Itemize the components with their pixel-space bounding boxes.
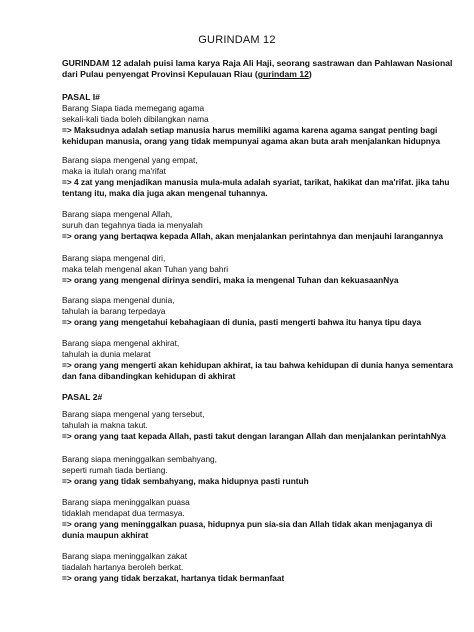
verse-line: tahulah ia dunia melarat bbox=[62, 349, 151, 359]
verse-line: maka ia itulah orang ma'rifat bbox=[62, 166, 166, 176]
verse-line: tahulah ia barang terpedaya bbox=[62, 306, 166, 316]
verse-line: Barang siapa meninggalkan puasa bbox=[62, 497, 190, 507]
pasal-1-stanza-3 bbox=[62, 209, 454, 242]
intro-paragraph bbox=[62, 58, 454, 80]
pasal-1-stanza-2 bbox=[62, 155, 454, 199]
verse-explanation: => 4 zat yang menjadikan manusia mula-mula adalah syariat, tarikat, hakikat dan ma'rifat. jika tahu tentang itu, maka dia juga akan mengenal tuhannya. bbox=[62, 177, 450, 198]
pasal-2-stanza-4 bbox=[62, 551, 454, 584]
verse-explanation: => orang yang mengerti akan kehidupan akhirat, ia tau bahwa kehidupan di dunia hanya sementara dan fana dibandingkan kehidupan di akhirat bbox=[62, 360, 453, 381]
verse-explanation: => orang yang meninggalkan puasa, hidupnya pun sia-sia dan Allah tidak akan menjaganya di dunia maupun akhirat bbox=[62, 519, 433, 540]
verse-line: Barang siapa mengenal akhirat, bbox=[62, 338, 180, 348]
intro-close: ) bbox=[308, 69, 312, 79]
verse-line: Barang siapa meninggalkan zakat bbox=[62, 551, 187, 561]
pasal-1-stanza-5 bbox=[62, 295, 454, 328]
verse-line: Barang siapa meninggalkan sembahyang, bbox=[62, 454, 217, 464]
verse-line: sekali-kali tiada boleh dibilangkan nama bbox=[62, 114, 209, 124]
verse-explanation: => orang yang bertaqwa kepada Allah, akan menjalankan perintahnya dan menjauhi larangannya bbox=[62, 231, 444, 241]
pasal-2-stanza-2 bbox=[62, 454, 454, 487]
pasal-1-stanza-4 bbox=[62, 253, 454, 286]
intro-text: GURINDAM 12 adalah puisi lama karya Raja Ali Haji, seorang sastrawan dan Pahlawan Nasional dari Pulau penyengat Provinsi Kepulauan Riau ( bbox=[62, 58, 453, 79]
verse-line: seperti rumah tiada bertiang. bbox=[62, 465, 168, 475]
verse-explanation: => orang yang tidak sembahyang, maka hidupnya pasti runtuh bbox=[62, 476, 309, 486]
verse-line: tidaklah mendapat dua termasya. bbox=[62, 508, 185, 518]
verse-line: suruh dan tegahnya tiada ia menyalah bbox=[62, 220, 203, 230]
verse-explanation: => orang yang mengetahui kebahagiaan di dunia, pasti mengerti bahwa itu hanya tipu daya bbox=[62, 317, 422, 327]
verse-line: Barang siapa mengenal dunia, bbox=[62, 295, 175, 305]
pasal-2-stanza-3 bbox=[62, 497, 454, 541]
pasal-1-stanza-1 bbox=[62, 103, 454, 147]
pasal-1-heading: PASAL I# bbox=[62, 92, 100, 102]
pasal-2-heading: PASAL 2# bbox=[62, 392, 103, 402]
verse-line: Barang siapa mengenal Allah, bbox=[62, 209, 173, 219]
pasal-2-stanza-1 bbox=[62, 409, 454, 442]
verse-line: Barang siapa mengenal yang tersebut, bbox=[62, 409, 205, 419]
verse-explanation: => orang yang taat kepada Allah, pasti takut dengan larangan Allah dan menjalankan perintahNya bbox=[62, 431, 446, 441]
document-title: GURINDAM 12 bbox=[198, 34, 276, 46]
verse-line: Barang Siapa tiada memegang agama bbox=[62, 103, 205, 113]
verse-explanation: => Maksudnya adalah setiap manusia harus memiliki agama karena agama sangat penting bagi kehidupan manusia, orang yang tidak mempunyai agama akan buta arah menjalankan hidupnya bbox=[62, 125, 441, 146]
pasal-1-stanza-6 bbox=[62, 338, 454, 382]
verse-line: Barang siapa mengenal diri, bbox=[62, 253, 166, 263]
verse-line: maka telah mengenal akan Tuhan yang bahri bbox=[62, 264, 229, 274]
verse-explanation: => orang yang mengenal dirinya sendiri, maka ia mengenal Tuhan dan kekuasaanNya bbox=[62, 275, 399, 285]
verse-explanation: => orang yang tidak berzakat, hartanya tidak bermanfaat bbox=[62, 573, 285, 583]
verse-line: tiadalah hartanya beroleh berkat. bbox=[62, 562, 184, 572]
verse-line: Barang siapa mengenal yang empat, bbox=[62, 155, 198, 165]
gurindam-link[interactable]: gurindam 12 bbox=[257, 69, 309, 79]
verse-line: tahulah ia makna takut. bbox=[62, 420, 148, 430]
